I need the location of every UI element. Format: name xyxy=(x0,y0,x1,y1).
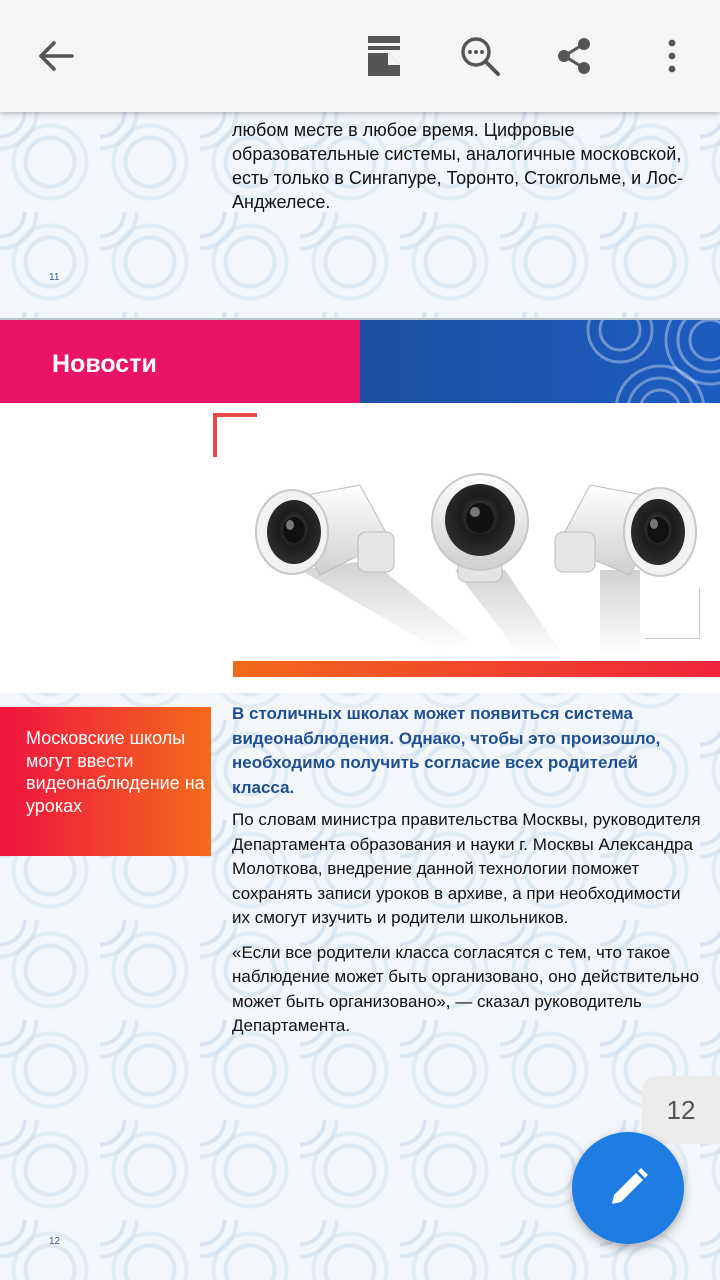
pencil-icon xyxy=(604,1164,652,1212)
more-options-button[interactable] xyxy=(644,28,700,84)
page11-number: 11 xyxy=(49,272,60,283)
reflow-button[interactable] xyxy=(356,28,412,84)
section-title: Новости xyxy=(52,350,157,378)
arrow-left-icon xyxy=(36,36,76,76)
search-icon xyxy=(458,34,502,78)
share-button[interactable] xyxy=(546,28,602,84)
article-paragraph-2: «Если все родители класса согласятся с тем, что такое наблюдение может быть организовано, оно действительно может быть организовано», — сказал руководитель Департамента. xyxy=(232,942,700,1035)
more-vert-icon xyxy=(666,38,678,74)
article-body xyxy=(232,702,702,1049)
cctv-cameras-image xyxy=(240,460,710,660)
headline-text: Московские школы могут ввести видеонаблюдение на уроках xyxy=(26,728,205,816)
camera-1 xyxy=(256,485,394,575)
search-button[interactable] xyxy=(452,28,508,84)
arc-pattern-decoration xyxy=(360,320,720,403)
back-button[interactable] xyxy=(28,28,84,84)
camera-2 xyxy=(432,474,528,582)
edit-fab-button[interactable] xyxy=(572,1132,684,1244)
header-decoration xyxy=(360,320,720,403)
article-lead: В столичных школах может появиться система видеонаблюдения. Однако, чтобы это произошло, необходимо получить согласие всех родителей класса. xyxy=(232,704,661,797)
article-paragraph-1: По словам министра правительства Москвы, руководителя Департамента образования и науки г. Москвы Александра Молоткова, внедрение данной технологии поможет сохранять записи уроков в архиве, а при необходимости их смогут изучить и родители школьников. xyxy=(232,810,701,927)
document-page-11 xyxy=(0,112,720,318)
page12-number: 12 xyxy=(49,1236,61,1247)
page11-body-text: любом месте в любое время. Цифровые образовательные системы, аналогичные московской, есть только в Сингапуре, Торонто, Стокгольме, и Лос-Анджелесе. xyxy=(232,120,684,212)
headline-callout xyxy=(0,707,211,856)
camera-3 xyxy=(555,485,696,576)
section-header-bar xyxy=(0,320,360,403)
app-bar xyxy=(0,0,720,112)
reflow-icon xyxy=(366,34,402,78)
photo-corner-accent xyxy=(213,413,257,457)
page-indicator: 12 xyxy=(642,1076,720,1144)
orange-accent-stripe xyxy=(233,661,720,677)
share-icon xyxy=(554,36,594,76)
